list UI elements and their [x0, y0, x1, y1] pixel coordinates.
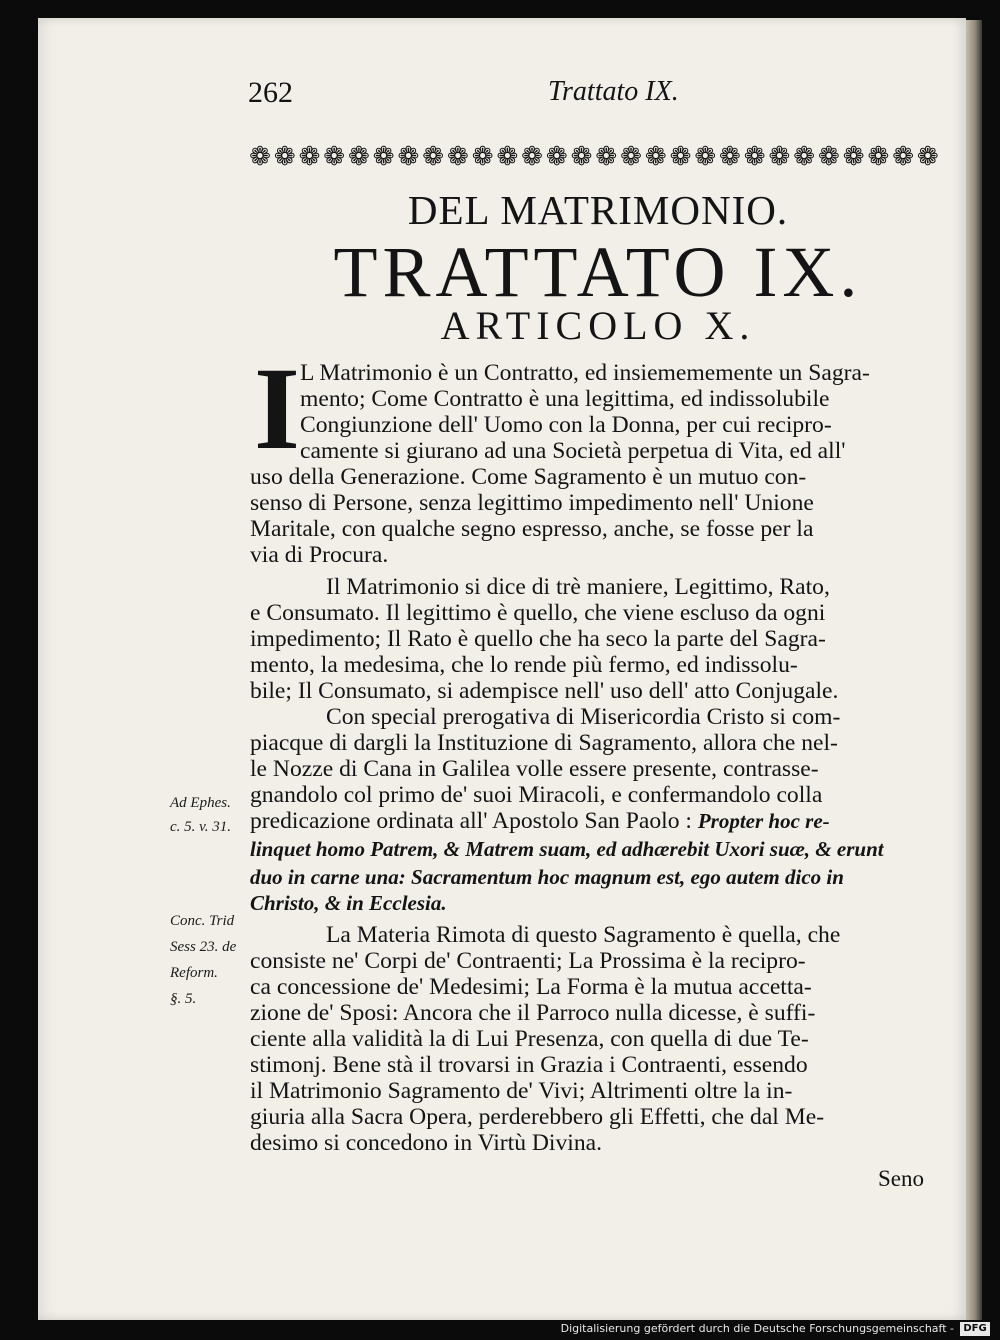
flower-ornament-icon: ❁ [793, 142, 816, 172]
margin-note-ephesians-ref: c. 5. v. 31. [170, 819, 231, 835]
text-line: Maritale, con qualche segno espresso, anche, se fosse per la [250, 516, 814, 542]
margin-note-ephesians: Ad Ephes. [170, 795, 231, 811]
heading-trattato: TRATTATO IX. [333, 232, 863, 312]
margin-note-section: §. 5. [170, 991, 197, 1007]
latin-line: duo in carne una: Sacramentum hoc magnum est, ego autem dico in [250, 865, 844, 889]
running-head [248, 76, 948, 116]
flower-ornament-icon: ❁ [719, 142, 741, 172]
text-line: impedimento; Il Rato è quello che ha seco la parte del Sagra- [250, 626, 826, 652]
flower-ornament-icon: ❁ [422, 142, 445, 172]
flower-ornament-icon: ❁ [867, 142, 890, 172]
text-line: senso di Persone, senza legittimo impedimento nell' Unione [250, 490, 814, 516]
running-title: Trattato IX. [548, 76, 679, 107]
text-line: ca concessione de' Medesimi; La Forma è la mutua accetta- [250, 974, 812, 1000]
text-line: il Matrimonio Sagramento de' Vivi; Altrimenti oltre la in- [250, 1078, 793, 1104]
margin-note-council: Conc. Trid [170, 913, 235, 929]
ornamental-rule [248, 140, 940, 174]
flower-ornament-icon: ❁ [496, 142, 519, 172]
dfg-logo: DFG [960, 1322, 990, 1336]
text-line: La Materia Rimota di questo Sagramento è quella, che [326, 922, 841, 948]
margin-note-session: Sess 23. de [170, 939, 237, 955]
text-line: consiste ne' Corpi de' Contraenti; La Prossima è la recipro- [250, 948, 806, 974]
text-line: uso della Generazione. Come Sagramento è un mutuo con- [250, 464, 807, 490]
catchword: Seno [878, 1166, 924, 1191]
heading-articolo: ARTICOLO X. [440, 303, 756, 348]
flower-ornament-icon: ❁ [471, 142, 494, 172]
flower-ornament-icon: ❁ [892, 142, 914, 172]
flower-ornament-icon: ❁ [323, 142, 346, 172]
heading-del-matrimonio: DEL MATRIMONIO. [407, 187, 789, 233]
latin-line: linquet homo Patrem, & Matrem suam, ed adhærebit Uxori suæ, & erunt [250, 837, 884, 861]
text-line: Congiunzione dell' Uomo con la Donna, per cui recipro- [300, 412, 832, 438]
text-line: camente si giurano ad una Società perpetua di Vita, ed all' [300, 438, 846, 464]
text-line: via di Procura. [250, 542, 389, 568]
text-line: gnandolo col primo de' suoi Miracoli, e confermandolo colla [250, 782, 823, 808]
footer-credit: Digitalisierung gefördert durch die Deutsche Forschungsgemeinschaft - [560, 1322, 954, 1335]
text-line: ciente alla validità la di Lui Presenza, con quella di due Te- [250, 1026, 809, 1052]
flower-ornament-icon: ❁ [397, 142, 420, 172]
flower-ornament-icon: ❁ [298, 142, 321, 172]
flower-ornament-icon: ❁ [595, 142, 618, 172]
latin-line: Christo, & in Ecclesia. [250, 891, 447, 915]
text-line: stimonj. Bene stà il trovarsi in Grazia i Contraenti, essendo [250, 1052, 808, 1078]
flower-ornament-icon: ❁ [372, 142, 395, 172]
text-line-segment: predicazione ordinata all' Apostolo San Paolo : [250, 808, 698, 834]
text-line: Con special prerogativa di Misericordia Cristo si com- [326, 704, 841, 730]
flower-ornament-icon: ❁ [570, 142, 593, 172]
flower-ornament-icon: ❁ [249, 142, 271, 172]
flower-ornament-icon: ❁ [817, 142, 840, 172]
flower-ornament-icon: ❁ [446, 142, 469, 172]
drop-cap: I [254, 343, 300, 474]
latin-quote: Propter hoc re- [697, 809, 830, 833]
flower-ornament-icon: ❁ [842, 142, 865, 172]
text-line: giuria alla Sacra Opera, perderebbero gli Effetti, che dal Me- [250, 1104, 825, 1130]
text-line: mento, la medesima, che lo rende più fermo, ed indissolu- [250, 652, 798, 678]
text-line: e Consumato. Il legittimo è quello, che viene escluso da ogni [250, 600, 826, 626]
book-page [38, 18, 966, 1320]
page-number: 262 [248, 76, 293, 109]
text-line: Il Matrimonio si dice di trè maniere, Legittimo, Rato, [326, 574, 830, 600]
flower-ornament-icon: ❁ [768, 142, 791, 172]
text-line: zione de' Sposi: Ancora che il Parroco nulla dicesse, è suffi- [250, 1000, 816, 1026]
text-line: piacque di dargli la Instituzione di Sagramento, allora che nel- [250, 730, 838, 756]
flower-ornament-icon: ❁ [916, 142, 939, 172]
text-line: le Nozze di Cana in Galilea volle essere presente, contrasse- [250, 756, 819, 782]
margin-note-reform: Reform. [170, 965, 218, 981]
text-line: L Matrimonio è un Contratto, ed insiemememente un Sagra- [300, 360, 870, 386]
text-line: mento; Come Contratto è una legittima, ed indissolubile [300, 386, 830, 412]
flower-ornament-icon: ❁ [620, 142, 642, 172]
flower-ornament-icon: ❁ [348, 142, 370, 172]
flower-ornament-icon: ❁ [521, 142, 543, 172]
flower-ornament-icon: ❁ [694, 142, 717, 172]
text-line: desimo si concedono in Virtù Divina. [250, 1130, 603, 1156]
text-line: bile; Il Consumato, si adempisce nell' uso dell' atto Conjugale. [250, 678, 839, 704]
text-line [250, 808, 830, 834]
flower-ornament-icon: ❁ [743, 142, 766, 172]
flower-ornament-icon: ❁ [669, 142, 692, 172]
flower-ornament-icon: ❁ [545, 142, 568, 172]
flower-ornament-icon: ❁ [644, 142, 667, 172]
flower-ornament-icon: ❁ [273, 142, 296, 172]
